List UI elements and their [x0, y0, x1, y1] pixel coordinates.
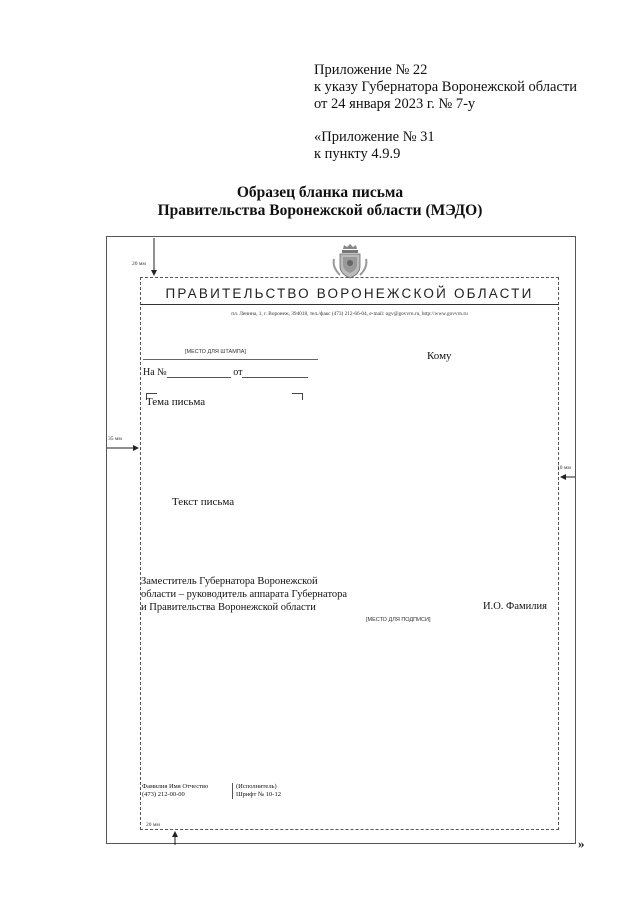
signatory-line-3: и Правительства Воронежской области — [141, 602, 316, 613]
document-title-line-2: Правительства Воронежской области (МЭДО) — [157, 202, 483, 219]
signature-placeholder: [МЕСТО ДЛЯ ПОДПИСИ] — [366, 617, 431, 623]
recipient-label: Кому — [427, 350, 452, 362]
stamp-placeholder: [МЕСТО ДЛЯ ШТАМПА] — [185, 349, 246, 355]
executor-role: (Исполнитель) — [236, 783, 277, 790]
letter-body: Текст письма — [172, 496, 235, 508]
appendix-line-1: Приложение № 22 — [314, 62, 428, 78]
executor-name: Фамилия Имя Отчество — [142, 783, 209, 790]
on-number-label: На № — [143, 367, 167, 378]
letter-subject: Тема письма — [146, 396, 206, 408]
dimension-top-label: 20 мм — [132, 261, 146, 267]
organization-name: ПРАВИТЕЛЬСТВО ВОРОНЕЖСКОЙ ОБЛАСТИ — [165, 286, 534, 301]
dimension-bottom-label: 20 мм — [146, 822, 160, 828]
document-title-line-1: Образец бланка письма — [236, 184, 404, 201]
closing-quote: » — [578, 836, 585, 851]
signatory-line-1: Заместитель Губернатора Воронежской — [141, 576, 318, 587]
signatory-name: И.О. Фамилия — [483, 601, 547, 612]
dimension-right-label: 10 мм — [557, 465, 571, 471]
executor-font: Шрифт № 10-12 — [236, 791, 281, 798]
executor-phone: (473) 212-00-00 — [142, 791, 185, 798]
appendix-line-4: «Приложение № 31 — [314, 129, 435, 145]
signatory-line-2: области – руководитель аппарата Губернатора — [141, 589, 348, 600]
appendix-line-5: к пункту 4.9.9 — [314, 146, 401, 162]
from-label: от — [233, 367, 243, 378]
organization-address: пл. Ленина, 1, г. Воронеж, 394018, тел./факс (473) 212-66-04, e-mail: ogv@govvrn.ru, http://www.govvrn.ru — [231, 311, 468, 317]
appendix-line-2: к указу Губернатора Воронежской области — [314, 79, 577, 95]
appendix-line-3: от 24 января 2023 г. № 7-у — [314, 96, 476, 112]
dimension-left-label: 35 мм — [108, 436, 122, 442]
